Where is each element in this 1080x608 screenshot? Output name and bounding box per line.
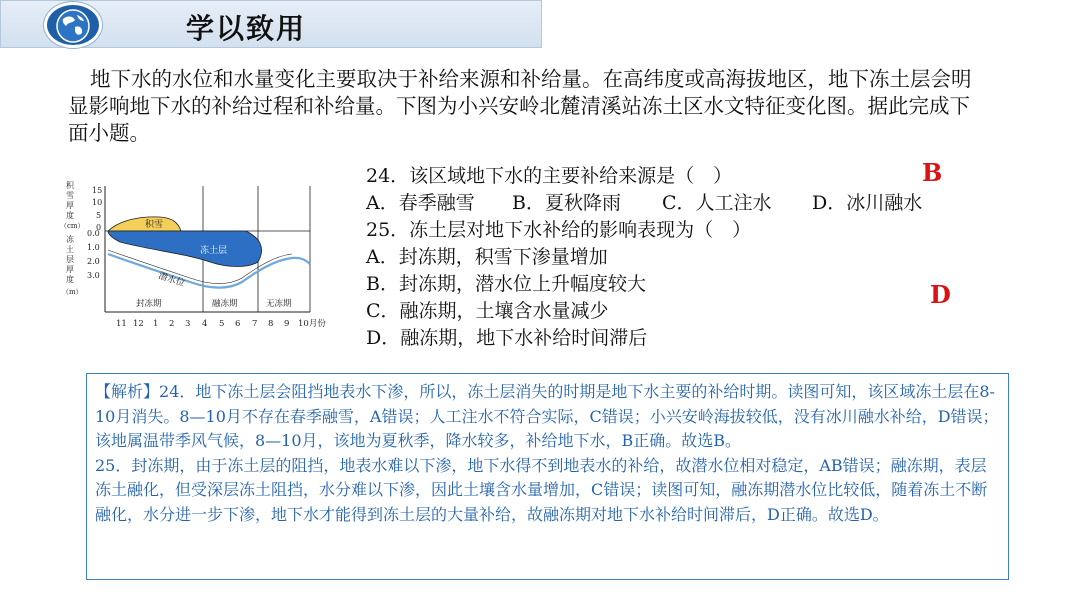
- option-c: C．人工注水: [662, 192, 772, 214]
- answer-24: B: [922, 158, 943, 187]
- analysis-25: 25．封冻期，由于冻土层的阻挡，地表水难以下渗，地下水得不到地表水的补给，故潜水位相对稳定，AB错误；融冻期，表层冻土融化，但受深层冻土阻挡，水分难以下渗，因此土壤含水量增加，C错误；读图可知，融冻期潜水位比较低，随着冻土不断融化，水分进一步下渗，地下水才能得到冻土层的大量补给，故融冻期对地下水补给时间滞后，D正确。故选D。: [95, 455, 988, 524]
- question-25-stem: 25．冻土层对地下水补给的影响表现为（ ）: [366, 219, 752, 241]
- y-axis-label-char: 积: [66, 181, 74, 190]
- question-24-stem: 24．该区域地下水的主要补给来源是（ ）: [366, 165, 733, 187]
- option-c: C．融冻期，土壤含水量减少: [366, 300, 609, 322]
- y-axis-label-char: 厚: [66, 201, 74, 210]
- period-label: 融冻期: [212, 299, 238, 309]
- y-tick: 5: [96, 211, 102, 220]
- period-label: 无冻期: [266, 299, 292, 309]
- x-tick: 3: [185, 319, 191, 329]
- y-axis-label-char: 度: [66, 211, 74, 220]
- period-label: 封冻期: [136, 299, 162, 309]
- y-tick: 3.0: [87, 271, 100, 280]
- y-tick: 1.0: [87, 243, 100, 252]
- y-axis-label-char: 层: [66, 255, 74, 264]
- option-b: B．封冻期，潜水位上升幅度较大: [366, 273, 646, 295]
- y-tick: 2.0: [87, 257, 100, 266]
- x-tick: 11: [116, 319, 127, 329]
- frozen-label: 冻土层: [200, 246, 228, 256]
- intro-text: 地下水的水位和水量变化主要取决于补给来源和补给量。在高纬度或高海拔地区，地下冻土层会明显影响地下水的补给过程和补给量。下图为小兴安岭北麓清溪站冻土区水文特征变化图。据此完成下面小题。: [68, 67, 972, 145]
- globe-icon: [44, 2, 102, 48]
- hydrology-figure: [60, 176, 345, 336]
- answer-25: D: [930, 280, 951, 309]
- x-tick: 2: [169, 319, 175, 329]
- analysis-24: [95, 380, 1000, 454]
- water-table-label: 潜水位: [157, 271, 186, 290]
- x-tick: 4: [202, 319, 208, 329]
- page-title: 学以致用: [186, 12, 307, 45]
- y-axis-label-char: （m）: [62, 288, 83, 296]
- x-tick: 12: [133, 319, 144, 329]
- y-axis-label-char: （cm）: [60, 222, 85, 230]
- y-axis-label-char: 土: [66, 245, 74, 254]
- y-axis-label-char: 度: [66, 275, 74, 284]
- x-tick: 5: [219, 319, 225, 329]
- y-tick: 0.0: [87, 229, 100, 238]
- intro-paragraph: [68, 66, 988, 147]
- x-tick: 9: [284, 319, 290, 329]
- option-a: A．封冻期，积雪下渗量增加: [366, 246, 608, 268]
- questions-block: [366, 163, 1006, 352]
- analysis-24-text: 24．地下冻土层会阻挡地表水下渗，所以，冻土层消失的时期是地下水主要的补给时期。读图可知，该区域冻土层在8-10月消失。8—10月不存在春季融雪，A错误；人工注水不符合实际，C错误；小兴安岭海拔较低，没有冰川融水补给，D错误；该地属温带季风气候，8—10月，该地为夏秋季，降水较多，补给地下水，B正确。故选B。: [95, 382, 999, 451]
- option-d: D．冰川融水: [812, 192, 923, 214]
- x-tick: 8: [268, 319, 274, 329]
- analysis-box: [86, 373, 1009, 580]
- x-tick: 6: [235, 319, 241, 329]
- title-bar: [0, 0, 542, 48]
- x-tick: 7: [252, 319, 258, 329]
- x-tick: 10月份: [298, 319, 326, 329]
- option-a: A．春季融雪: [366, 192, 475, 214]
- y-axis-label-char: 雪: [66, 191, 74, 200]
- analysis-label: 【解析】: [95, 382, 160, 401]
- option-b: B．夏秋降雨: [512, 192, 621, 214]
- question-24-options: [366, 190, 1006, 217]
- y-tick: 0: [96, 223, 102, 232]
- snow-label: 积雪: [145, 220, 164, 230]
- x-tick: 1: [153, 319, 159, 329]
- y-tick: 15: [92, 186, 103, 195]
- y-tick: 10: [92, 198, 103, 207]
- y-axis-label-char: 冻: [66, 235, 74, 244]
- option-d: D．融冻期，地下水补给时间滞后: [366, 327, 648, 349]
- y-axis-label-char: 厚: [66, 265, 74, 274]
